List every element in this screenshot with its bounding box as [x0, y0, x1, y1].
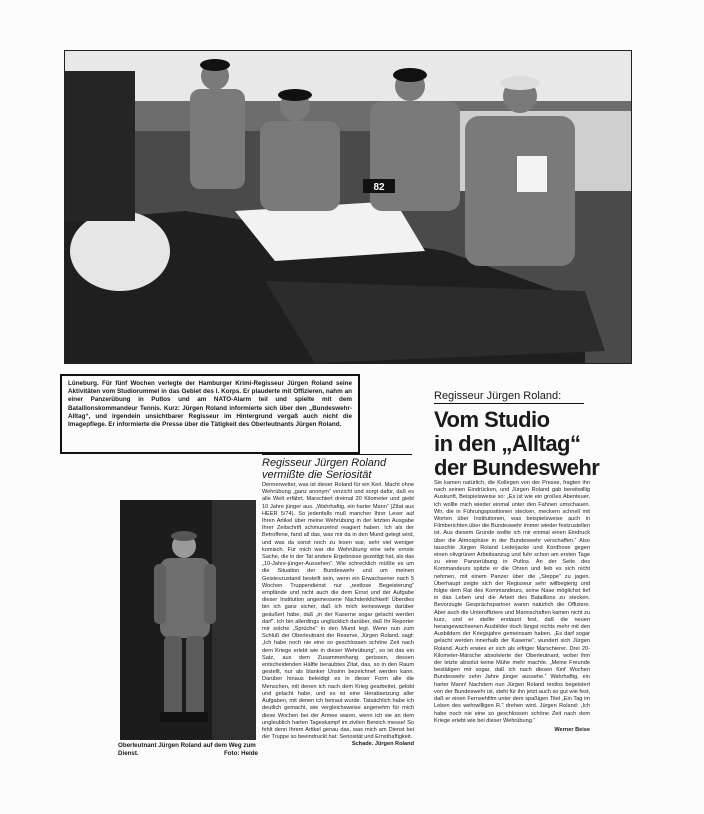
portrait-caption-text: Oberleutnant Jürgen Roland auf dem Weg zum Dienst. — [118, 742, 256, 757]
right-article-column — [434, 480, 590, 798]
headline-line: Vom Studio — [434, 407, 550, 432]
officers-map-photo — [64, 50, 632, 364]
headline-line: der Bundeswehr — [434, 455, 600, 480]
photo-caption: Lüneburg. Für fünf Wochen verlegte der Hamburger Krimi-Regisseur Jürgen Roland seine Aktivitäten vom Studiorummel in das Gebiet des I. Korps. Er plauderte mit Offizieren, nahm an einer Panzerübung in Putlos und am NATO-Alarm teil und spielte mit dem Bataillonskommandeur Tennis. Kurz: Jürgen Roland informierte sich über den „Bundeswehr-Alltag“, und irgendein unsichtbarer Regisseur im Hintergrund vergaß auch nicht die Imagepflege. Er informierte die Presse über die Tätigkeit des Oberleutnants Jürgen Roland. — [60, 374, 360, 454]
soldier-portrait-illustration — [120, 500, 256, 740]
mid-article-signature: Schade. Jürgen Roland — [351, 741, 414, 748]
right-headline — [434, 408, 614, 480]
photo-credit: Foto: Heide — [223, 749, 258, 757]
mid-article-column — [262, 482, 414, 804]
officers-map-illustration — [65, 51, 631, 363]
mid-article-body: Dennerwetter, was ist dieser Roland für ein Kerl. Macht ohne Wehrübung „ganz anonym“ verzicht und sorgt dafür, daß es alle Welt erfährt. Marschiert dreimal 20 Kilometer und giebt 10 Jahre jünger aus. „Wahrhaftig, ein harter Mann“ (Zitat aus HEER 5/74). So jedenfalls muß mancher Ihrer Leser auf Ihren Artikel über meine Wehrübung in der letzten Ausgabe Ihrer Zeitschrift schmunzelnd reagiert haben. Ich als der Betroffene, fand all das, was mir da in den Mund gelegt wird, und was da sonst noch zu lesen war, sehr viel weniger komisch. Für mich war die Wehrübung eine sehr ernste Sache, die in der Tat andere Ergebnisse gezeitigt hat, als das „10-Jahre-jünger-Aussehen“. Wie schrecklich müßte es um die Situation der Bundeswehr und um meinen Geisteszustand bestellt sein, wenn ein Erwachsener nach 5 Wochen Truppendienst nur „restlose Begeisterung“ empfände und nicht auch die dem Ernst und der Aufgabe dieser Institution angemessene Nachdenklichkeit! Überdies bin ich ganz sicher, daß ich mich keineswegs darüber geäußert habe, daß „in der Kaserne sogar gelacht werden darf“. Ich bin allerdings unglücklich darüber, daß Ihr Reporter mir solche „Sprüche“ in den Mund legt. Wenn nun zum Schluß der Oberleutnant der Reserve, Jürgen Roland, sagt: „Ich habe noch nie eine so geschlossen schöne Zeit nach dem Kriege erlebt wie in dieser Wehrübung“, so ist das ein Satz, aus dem Zusammenhang gerissen, dessen entscheidenden Hälfte beraubtes Zitat, das, so in den Raum gestellt, nur als blanker Unsinn bezeichnet werden kann. Darüber hinaus beleidigt es in dieser Form alle die Menschen, mit denen ich nach dem Krieg gearbeitet, gelobt und gelacht habe, und es ist eine Herabsetzung aller Aufgaben, mit denen ich betraut wurde. Tatsächlich habe ich deutlich gemacht, wie vergleichsweise angenehm für mich diese Wochen bei der Armee waren, wenn ich sie an dem ungleublich harten Tageskampf im zivilen Bereich messe! So fehlt denn Ihrem Artikel genau das, was mich am Dienst bei der Truppe so beeindruckt hat: Seriosität und Ernsthaftigkeit. — [262, 482, 414, 741]
vehicle-number: 82 — [373, 182, 385, 193]
right-rubric: Regisseur Jürgen Roland: — [434, 390, 584, 404]
headline-line: in den „Alltag“ — [434, 431, 581, 456]
right-article-body: Sie kamen natürlich, die Kollegen von der Presse, fragten ihn nach seinen Eindrücken, und Jürgen Roland gab bereitwillig Auskunft, Beispielsweise so: „Es ist wie ein großes Abenteuer, ich wollte mich wieder einmal unter den Fahnen umschauen. Wir, die in Führungspositionen stecken, meckern schnell mit Worten über Institutionen, was beispielsweise auch in Filmberichten über die Bundeswehr immer wieder festzustellen ist. Aus diesem Grunde wollte ich mir einmal einen Eindruck über die Atmosphäre in der Bundeswehr verschaffen.“ Also tauschte Jürgen Roland Lederjacke und Kordhose gegen einen olivgrünen Arbeitsanzug und fuhr schon am ersten Tage zu einer Panzerübung in Putlos. An der Seite des Kommandeurs spitzte er die Ohren und lieb es sich nicht nehmen, mit einem Panzer über die „Steppe“ zu jagen. Überhaupt zeigte sich der Regisseur sehr willbegierig und folgte dem Rat des Kommandeurs, seine Nase möglichst tief in das Leben und die Arbeit des Bataillons zu stecken. Bevorzugte Gesprächspartner waren natürlich die Offiziere. Aber auch die Unteroffiziere und Mannschaften kamen nicht zu kurz, und er stellte erstaunt fest, daß die neuen herangewachsenen Ausbilder doch längst nichts mehr mit den Ausbildern der Kriegsjahre gemeinsam haben. „Es darf sogar gelacht werden innerhalb der Kaserne“, wundert sich Jürgen Roland. Auch erwies er sich als eifriger Marschierer. Drei 20-Kilometer-Märsche absolvierte der Oberleutnant, wobei ihm der letzte absolut keine Mühe mehr machte. „Meine Freunde bestätigen mir sogar, daß ich nach diesen fünf Wochen Bundeswehr zehn Jahre jünger aussehe.“ Wahrhaftig, ein harter Mann! Nachdem nun Jürgen Roland restlos begeistert von der Bundeswehr ist, steht für ihn jetzt auch so gut wie fest, daß er einen Fernsehfilm unter dem spaßigen Titel „Ein Tag im Leben des wehrwilligen R.“ drehen wird. Jürgen Roland: „Ich habe noch nie eine so geschlossen schöne Zeit nach dem Kriege erlebt wie bei dieser Wehrübung.“ — [434, 480, 590, 724]
right-article-signature: Werner Beise — [554, 726, 590, 733]
portrait-photo — [120, 500, 256, 740]
mid-headline: Regisseur Jürgen Roland vermißte die Seriosität — [262, 454, 412, 481]
portrait-caption — [118, 742, 258, 758]
